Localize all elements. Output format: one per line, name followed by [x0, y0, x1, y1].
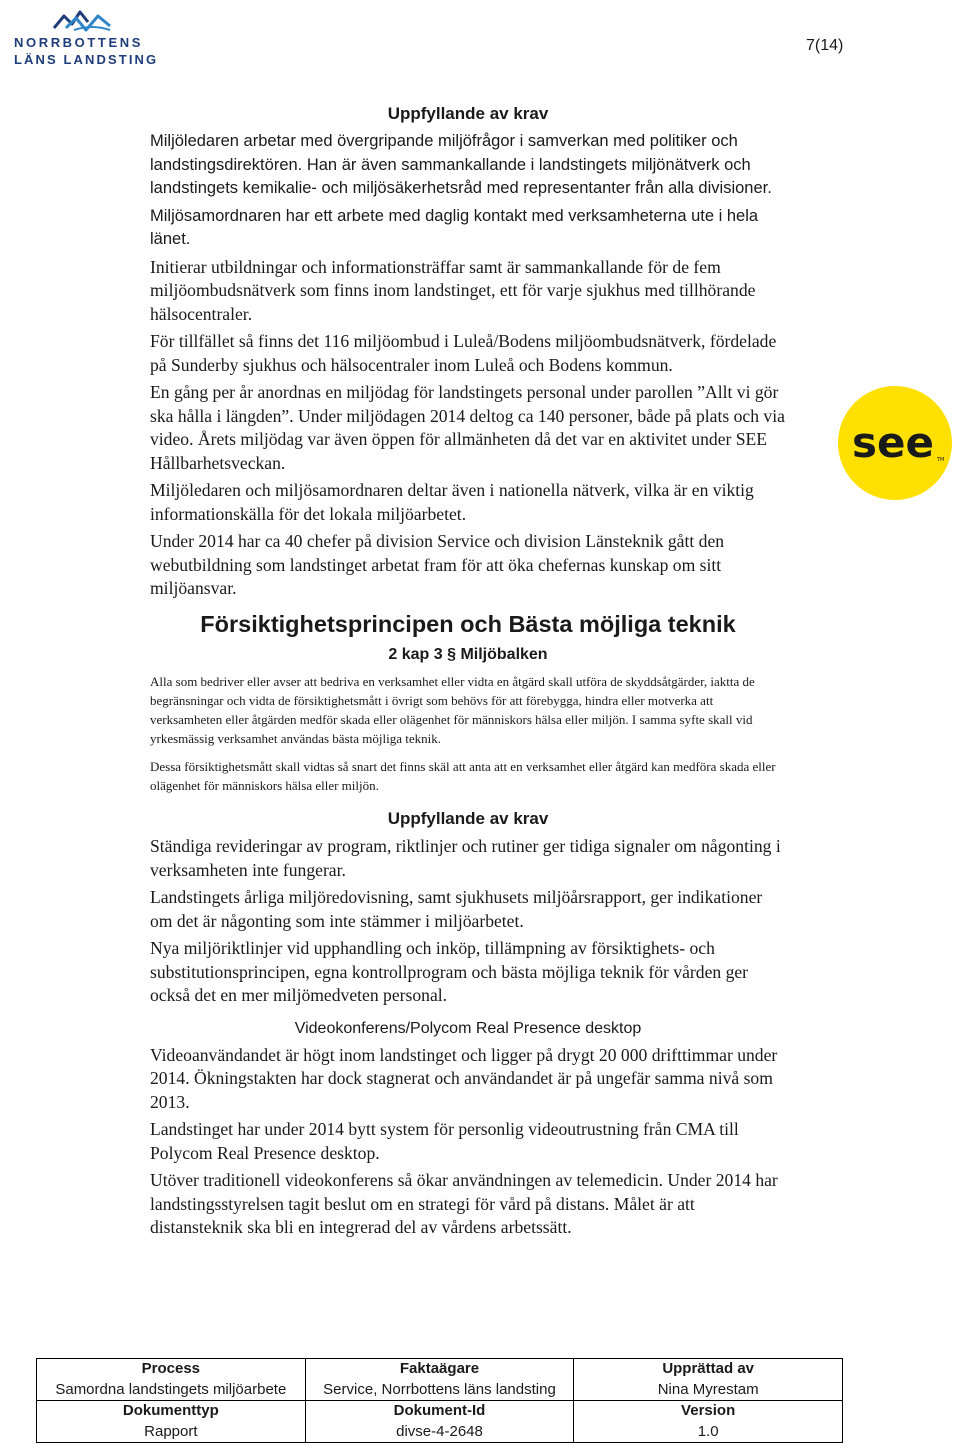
section1-paragraph-6: Miljöledaren och miljösamordnaren deltar även i nationella nätverk, vilka är en viktig informationskälla för det lokala miljöarbetet.: [150, 480, 754, 524]
page-number: 7(14): [806, 37, 844, 54]
footer-author-cell: [574, 1359, 843, 1401]
section1-paragraph-4: För tillfället så finns det 116 miljöombud i Luleå/Bodens miljöombudsnätverk, fördelade på Sunderby sjukhus och hälsocentraler inom Luleå och Bodens kommun.: [150, 331, 777, 375]
law-paragraph-1: Alla som bedriver eller avser att bedriva en verksamhet eller vidta en åtgärd skall utföra de skyddsåtgärder, iaktta de begränsningar och vidta de försiktighetsmått i övrigt som behövs för att förebygga, hindra eller motverka att verksamheten eller åtgärden medför skada eller olägenhet för människors hälsa eller miljön. I samma syfte skall vid yrkesmässig verksamhet användas bästa möjliga teknik.: [150, 673, 755, 747]
see-logo: [838, 386, 952, 500]
section1-paragraph-2: Miljösamordnaren har ett arbete med daglig kontakt med verksamheterna ute i hela länet.: [150, 206, 759, 248]
section3-heading: Videokonferens/Polycom Real Presence desktop: [294, 1019, 642, 1037]
footer-author-value: Nina Myrestam: [657, 1380, 759, 1398]
see-logo-text: see: [852, 418, 934, 467]
norrbottens-lans-landsting-logo: [14, 6, 164, 66]
section2-subheading: Uppfyllande av krav: [387, 809, 549, 829]
footer-owner-value: Service, Norrbottens läns landsting: [323, 1380, 556, 1398]
footer-docid-label: Dokument-Id: [393, 1402, 486, 1419]
section1-heading: Uppfyllande av krav: [387, 104, 549, 123]
section2-paragraph-2: Landstingets årliga miljöredovisning, samt sjukhusets miljöårsrapport, ger indikationer om det är någonting som inte stämmer i miljöarbetet.: [150, 887, 763, 931]
footer-process-value: Samordna landstingets miljöarbete: [55, 1380, 287, 1398]
footer-docid-value: divse-4-2648: [396, 1422, 483, 1440]
footer-version-label: Version: [681, 1402, 736, 1419]
section3-paragraph-2: Landstinget har under 2014 bytt system för personlig videoutrustning från CMA till Polycom Real Presence desktop.: [150, 1119, 739, 1163]
section1-paragraph-1: Miljöledaren arbetar med övergripande miljöfrågor i samverkan med politiker och landstingsdirektören. Han är även sammankallande i landstingets miljönätverk och landstingets kemikalie- och miljösäkerhetsråd med representanter från alla divisioner.: [150, 132, 772, 197]
see-logo-tm: TM: [937, 457, 945, 463]
landsting-emblem-icon: [14, 6, 164, 66]
footer-process-label: Process: [141, 1360, 201, 1377]
footer-doctype-cell: [37, 1401, 306, 1443]
law-paragraph-2: Dessa försiktighetsmått skall vidtas så snart det finns skäl att anta att en verksamhet eller åtgärd kan medföra skada eller olägenhet för människors hälsa eller miljön.: [150, 758, 776, 793]
section1-paragraph-7: Under 2014 har ca 40 chefer på division Service och division Länsteknik gått den webutbildning som landstinget arbetat fram för att öka chefernas kunskap om sitt miljöansvar.: [150, 531, 725, 598]
footer-author-label: Upprättad av: [662, 1360, 754, 1377]
footer-doctype-label: Dokumenttyp: [122, 1402, 219, 1419]
section1-paragraph-3: Initierar utbildningar och informationsträffar samt är sammankallande för de fem miljöombudsnätverk som finns inom landstinget, ett för varje sjukhus med tillhörande hälsocentraler.: [150, 256, 756, 324]
footer-owner-cell: [305, 1359, 574, 1401]
footer-owner-label: Faktaägare: [399, 1360, 480, 1377]
section3-paragraph-1: Videoanvändandet är högt inom landstinget och ligger på drygt 20 000 drifttimmar under 2014. Ökningstakten har dock stagnerat och användandet är på ungefär samma nivå som 2013.: [150, 1044, 778, 1112]
footer-version-value: 1.0: [697, 1422, 719, 1440]
footer-docid-cell: [305, 1401, 574, 1443]
section2-heading: Försiktighetsprincipen och Bästa möjliga teknik: [200, 610, 736, 637]
document-footer-table: [36, 1358, 843, 1443]
section2-paragraph-3: Nya miljöriktlinjer vid upphandling och inköp, tillämpning av försiktighets- och substitutionsprincipen, egna kontrollprogram och bästa möjliga teknik för vården ger också det en mer miljömedveten personal.: [150, 938, 749, 1006]
logo-line1: NORRBOTTENS: [14, 35, 143, 50]
footer-process-cell: [37, 1359, 306, 1401]
section3-paragraph-3: Utöver traditionell videokonferens så ökar användningen av telemedicin. Under 2014 har landstingsstyrelsen tagit beslut om en strategi för vård på distans. Målet är att distansteknik ska bli en integrerad del av vårdens arbetssätt.: [150, 1170, 778, 1238]
footer-row-1: [37, 1359, 843, 1401]
law-heading: 2 kap 3 § Miljöbalken: [388, 645, 548, 663]
footer-doctype-value: Rapport: [144, 1422, 198, 1440]
footer-version-cell: [574, 1401, 843, 1443]
logo-line2: LÄNS LANDSTING: [14, 52, 159, 66]
main-content: [150, 104, 786, 1244]
section1-paragraph-5: En gång per år anordnas en miljödag för landstingets personal under parollen ”Allt vi gör ska hålla i längden”. Under miljödagen 2014 deltog ca 140 personer, både på plats och via video. Årets miljödag var även öppen för allmänheten då det var en aktivitet under SEE Hållbarhetsveckan.: [150, 382, 785, 473]
footer-row-2: [37, 1401, 843, 1443]
section2-paragraph-1: Ständiga revideringar av program, riktlinjer och rutiner ger tidiga signaler om någonting i verksamheten inte fungerar.: [150, 836, 781, 880]
